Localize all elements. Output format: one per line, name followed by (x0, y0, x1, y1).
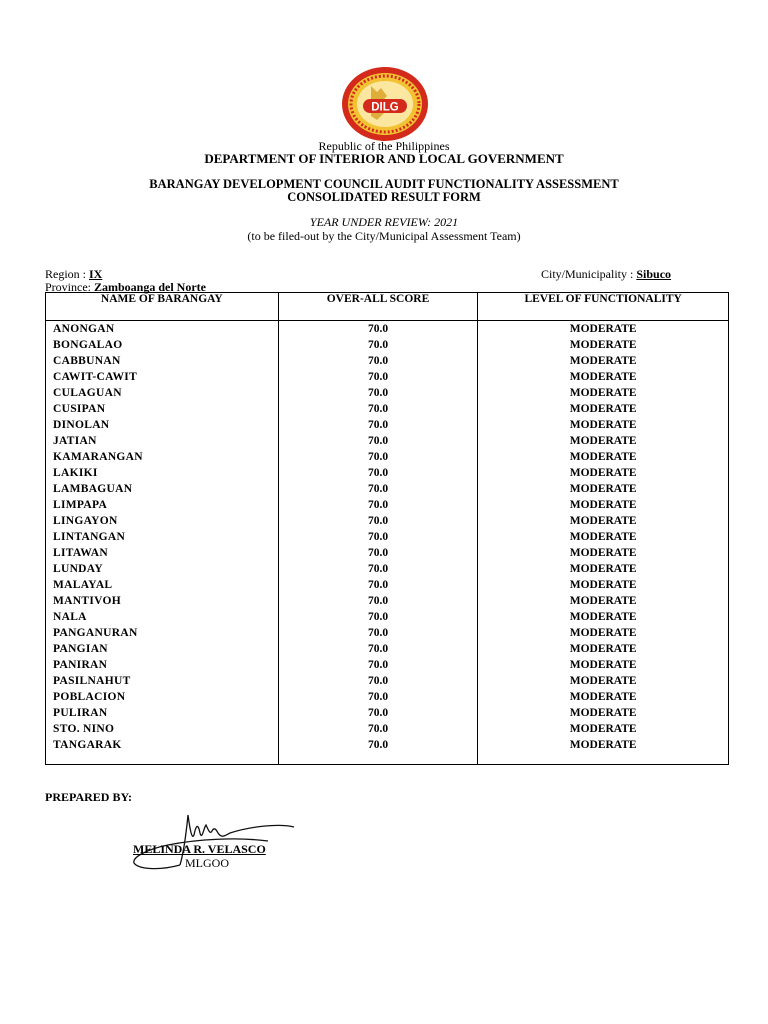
table-row (46, 529, 729, 545)
functionality-level-cell: MODERATE (478, 737, 729, 765)
barangay-name-cell: LITAWAN (46, 545, 279, 561)
barangay-name-cell: LAKIKI (46, 465, 279, 481)
functionality-level-cell: MODERATE (478, 401, 729, 417)
overall-score-cell: 70.0 (278, 401, 478, 417)
functionality-level-cell: MODERATE (478, 449, 729, 465)
table-row (46, 673, 729, 689)
overall-score-cell: 70.0 (278, 481, 478, 497)
overall-score-cell: 70.0 (278, 369, 478, 385)
barangay-name-cell: LINGAYON (46, 513, 279, 529)
barangay-name-cell: KAMARANGAN (46, 449, 279, 465)
overall-score-cell: 70.0 (278, 449, 478, 465)
city-value: Sibuco (636, 267, 672, 281)
table-row (46, 385, 729, 401)
functionality-level-cell: MODERATE (478, 497, 729, 513)
overall-score-cell: 70.0 (278, 593, 478, 609)
table-row (46, 593, 729, 609)
barangay-name-cell: CUSIPAN (46, 401, 279, 417)
table-header-row (46, 293, 729, 321)
overall-score-cell: 70.0 (278, 705, 478, 721)
table-row (46, 417, 729, 433)
table-row (46, 737, 729, 765)
table-row (46, 369, 729, 385)
barangay-name-cell: LINTANGAN (46, 529, 279, 545)
barangay-name-cell: BONGALAO (46, 337, 279, 353)
table-row (46, 337, 729, 353)
dilg-seal-logo (341, 66, 429, 142)
table-row (46, 321, 729, 338)
overall-score-cell: 70.0 (278, 641, 478, 657)
year-under-review: YEAR UNDER REVIEW: 2021 (309, 215, 459, 229)
barangay-name-cell: CULAGUAN (46, 385, 279, 401)
functionality-level-cell: MODERATE (478, 529, 729, 545)
barangay-name-cell: NALA (46, 609, 279, 625)
table-row (46, 577, 729, 593)
republic-line: Republic of the Philippines (318, 139, 450, 153)
table-row (46, 497, 729, 513)
table-row (46, 449, 729, 465)
overall-score-cell: 70.0 (278, 689, 478, 705)
overall-score-cell: 70.0 (278, 433, 478, 449)
functionality-level-cell: MODERATE (478, 433, 729, 449)
table-row (46, 481, 729, 497)
functionality-level-cell: MODERATE (478, 385, 729, 401)
functionality-level-cell: MODERATE (478, 465, 729, 481)
barangay-name-cell: ANONGAN (46, 321, 279, 338)
barangay-name-cell: LUNDAY (46, 561, 279, 577)
barangay-name-cell: PULIRAN (46, 705, 279, 721)
barangay-name-cell: TANGARAK (46, 737, 279, 765)
barangay-name-cell: DINOLAN (46, 417, 279, 433)
table-row (46, 433, 729, 449)
overall-score-cell: 70.0 (278, 721, 478, 737)
overall-score-cell: 70.0 (278, 577, 478, 593)
barangay-name-cell: MANTIVOH (46, 593, 279, 609)
overall-score-cell: 70.0 (278, 609, 478, 625)
table-row (46, 609, 729, 625)
overall-score-cell: 70.0 (278, 673, 478, 689)
functionality-level-cell: MODERATE (478, 545, 729, 561)
barangay-name-cell: PASILNAHUT (46, 673, 279, 689)
functionality-level-cell: MODERATE (478, 481, 729, 497)
functionality-level-cell: MODERATE (478, 593, 729, 609)
overall-score-cell: 70.0 (278, 417, 478, 433)
form-title-line-1: BARANGAY DEVELOPMENT COUNCIL AUDIT FUNCTIONALITY ASSESSMENT (149, 177, 619, 191)
functionality-level-cell: MODERATE (478, 673, 729, 689)
table-row (46, 689, 729, 705)
signatory-title: MLGOO (185, 856, 229, 870)
barangay-name-cell: PANGIAN (46, 641, 279, 657)
seal-text: DILG (371, 101, 399, 114)
city-field (541, 267, 671, 282)
functionality-level-cell: MODERATE (478, 705, 729, 721)
table-row (46, 545, 729, 561)
functionality-level-cell: MODERATE (478, 513, 729, 529)
barangay-name-cell: POBLACION (46, 689, 279, 705)
functionality-level-cell: MODERATE (478, 721, 729, 737)
overall-score-cell: 70.0 (278, 513, 478, 529)
table-row (46, 625, 729, 641)
functionality-level-cell: MODERATE (478, 353, 729, 369)
filing-instruction: (to be filed-out by the City/Municipal Assessment Team) (247, 229, 521, 243)
functionality-level-cell: MODERATE (478, 657, 729, 673)
department-name: DEPARTMENT OF INTERIOR AND LOCAL GOVERNMENT (204, 151, 564, 166)
functionality-level-cell: MODERATE (478, 417, 729, 433)
prepared-by-label: PREPARED BY: (45, 790, 133, 804)
header-functionality: LEVEL OF FUNCTIONALITY (478, 293, 729, 321)
table-row (46, 513, 729, 529)
overall-score-cell: 70.0 (278, 497, 478, 513)
table-row (46, 353, 729, 369)
functionality-level-cell: MODERATE (478, 609, 729, 625)
functionality-level-cell: MODERATE (478, 577, 729, 593)
region-label: Region : (45, 267, 89, 281)
overall-score-cell: 70.0 (278, 337, 478, 353)
table-row (46, 401, 729, 417)
functionality-level-cell: MODERATE (478, 561, 729, 577)
barangay-name-cell: PANIRAN (46, 657, 279, 673)
barangay-name-cell: CABBUNAN (46, 353, 279, 369)
overall-score-cell: 70.0 (278, 321, 478, 338)
overall-score-cell: 70.0 (278, 385, 478, 401)
province-value: Zamboanga del Norte (94, 280, 206, 294)
table-row (46, 561, 729, 577)
table-row (46, 465, 729, 481)
overall-score-cell: 70.0 (278, 353, 478, 369)
header-barangay: NAME OF BARANGAY (46, 293, 279, 321)
functionality-level-cell: MODERATE (478, 641, 729, 657)
barangay-name-cell: PANGANURAN (46, 625, 279, 641)
header-score: OVER-ALL SCORE (278, 293, 478, 321)
overall-score-cell: 70.0 (278, 737, 478, 765)
table-row (46, 705, 729, 721)
table-row (46, 641, 729, 657)
functionality-level-cell: MODERATE (478, 321, 729, 338)
overall-score-cell: 70.0 (278, 529, 478, 545)
barangay-name-cell: CAWIT-CAWIT (46, 369, 279, 385)
overall-score-cell: 70.0 (278, 545, 478, 561)
barangay-name-cell: LAMBAGUAN (46, 481, 279, 497)
city-label: City/Municipality : (541, 267, 637, 281)
barangay-name-cell: LIMPAPA (46, 497, 279, 513)
functionality-level-cell: MODERATE (478, 369, 729, 385)
results-table (45, 292, 729, 765)
barangay-name-cell: STO. NINO (46, 721, 279, 737)
functionality-level-cell: MODERATE (478, 625, 729, 641)
overall-score-cell: 70.0 (278, 465, 478, 481)
overall-score-cell: 70.0 (278, 625, 478, 641)
province-label: Province: (45, 280, 94, 294)
signatory-name: MELINDA R. VELASCO (133, 842, 266, 856)
region-value: IX (89, 267, 103, 281)
overall-score-cell: 70.0 (278, 657, 478, 673)
table-row (46, 721, 729, 737)
functionality-level-cell: MODERATE (478, 689, 729, 705)
functionality-level-cell: MODERATE (478, 337, 729, 353)
overall-score-cell: 70.0 (278, 561, 478, 577)
form-title-line-2: CONSOLIDATED RESULT FORM (287, 190, 481, 204)
table-row (46, 657, 729, 673)
barangay-name-cell: JATIAN (46, 433, 279, 449)
barangay-name-cell: MALAYAL (46, 577, 279, 593)
